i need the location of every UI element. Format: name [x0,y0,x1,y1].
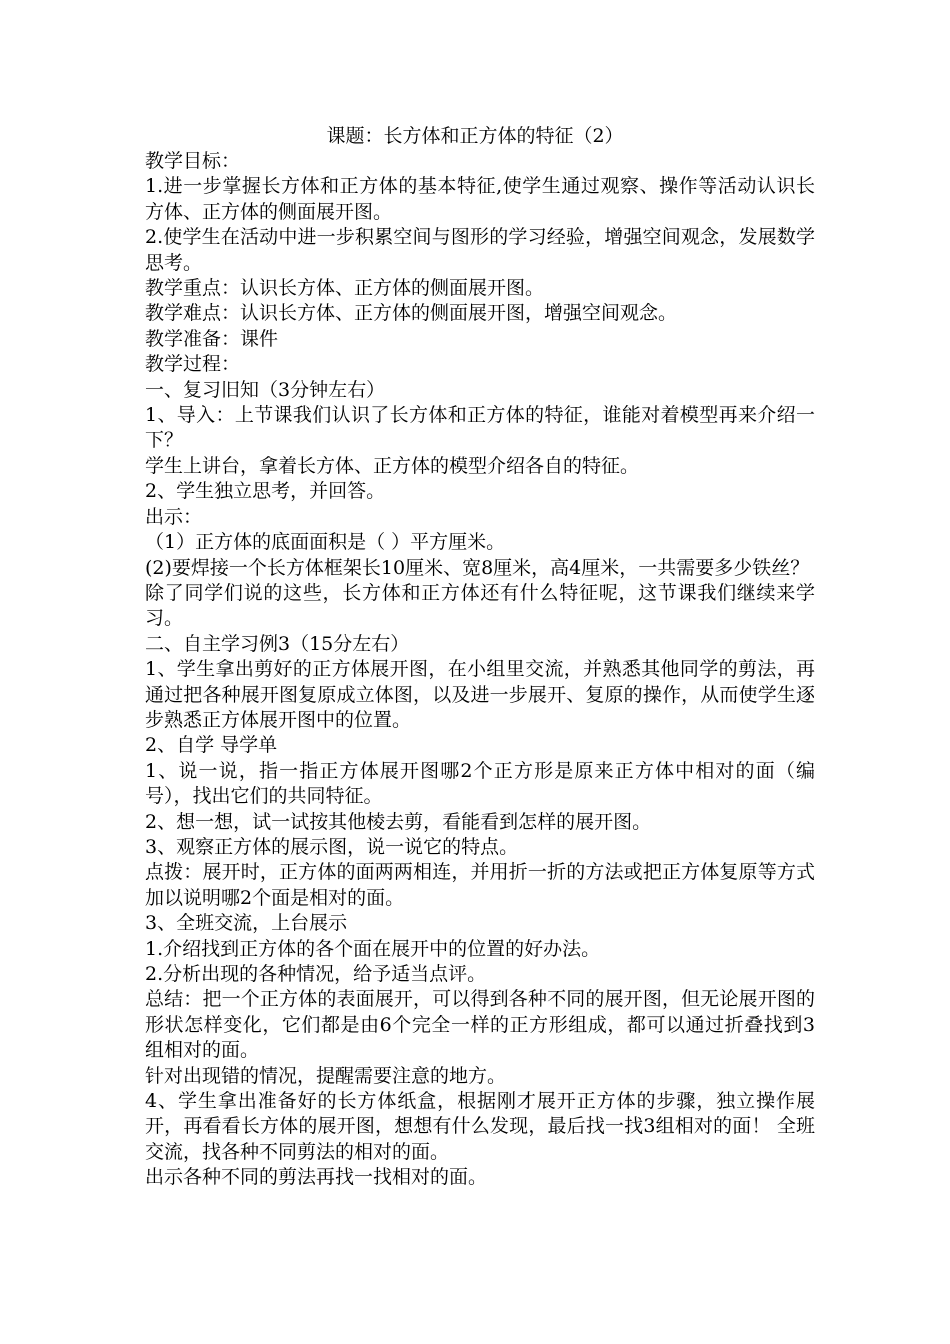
paragraph: 一、复习旧知（3分钟左右） [145,378,386,401]
paragraph: 1、导入：上节课我们认识了长方体和正方体的特征，谁能对着模型再来介绍一下？ [145,404,815,452]
paragraph: 4、学生拿出准备好的长方体纸盒，根据刚才展开正方体的步骤，独立操作展开，再看看长方体的展开图，想想有什么发现，最后找一找3组相对的面！ 全班交流，找各种不同剪法的相对的面。 [145,1090,815,1163]
paragraph: 针对出现错的情况，提醒需要注意的地方。 [145,1064,507,1087]
paragraph: 2、想一想，试一试按其他棱去剪，看能看到怎样的展开图。 [145,810,652,833]
paragraph: 教学准备：课件 [145,327,279,350]
paragraph: 点拨：展开时，正方体的面两两相连，并用折一折的方法或把正方体复原等方式加以说明哪2个面是相对的面。 [145,861,815,909]
paragraph: 出示： [145,505,203,528]
paragraph: 2、学生独立思考，并回答。 [145,480,386,503]
document-body [145,149,815,1191]
paragraph: 1.介绍找到正方体的各个面在展开中的位置的好办法。 [145,937,601,960]
document-title: 课题：长方体和正方体的特征（2） [326,125,624,147]
paragraph: 学生上讲台，拿着长方体、正方体的模型介绍各自的特征。 [145,454,640,477]
paragraph: 1、学生拿出剪好的正方体展开图，在小组里交流，并熟悉其他同学的剪法，再通过把各种展开图复原成立体图，以及进一步展开、复原的操作，从而使学生逐步熟悉正方体展开图中的位置。 [145,658,815,731]
paragraph: 2、自学 导学单 [145,734,278,757]
paragraph: 2.分析出现的各种情况，给予适当点评。 [145,963,487,985]
paragraph: 除了同学们说的这些，长方体和正方体还有什么特征呢，这节课我们继续来学习。 [145,581,815,630]
paragraph: 二、自主学习例3（15分左右） [145,632,410,655]
paragraph: 教学目标： [145,150,241,172]
paragraph: （1）正方体的底面面积是（ ）平方厘米。 [145,531,506,554]
paragraph: 教学重点：认识长方体、正方体的侧面展开图。 [145,277,545,300]
paragraph: 2.使学生在活动中进一步积累空间与图形的学习经验，增强空间观念，发展数学思考。 [145,226,815,274]
paragraph: 总结：把一个正方体的表面展开，可以得到各种不同的展开图，但无论展开图的形状怎样变化，它们都是由6个完全一样的正方形组成，都可以通过折叠找到3组相对的面。 [145,988,815,1062]
paragraph: 教学过程： [145,353,241,376]
paragraph: 1.进一步掌握长方体和正方体的基本特征,使学生通过观察、操作等活动认识长方体、正方体的侧面展开图。 [145,175,815,223]
paragraph: 3、全班交流，上台展示 [145,912,348,935]
paragraph: 出示各种不同的剪法再找一找相对的面。 [145,1166,488,1189]
paragraph: 3、观察正方体的展示图，说一说它的特点。 [145,835,519,858]
paragraph: 1、说一说，指一指正方体展开图哪2个正方形是原来正方体中相对的面（编号），找出它们的共同特征。 [145,759,815,808]
paragraph: (2)要焊接一个长方体框架长10厘米、宽8厘米，高4厘米，一共需要多少铁丝？ [145,556,810,579]
paragraph: 教学难点：认识长方体、正方体的侧面展开图，增强空间观念。 [145,302,678,325]
